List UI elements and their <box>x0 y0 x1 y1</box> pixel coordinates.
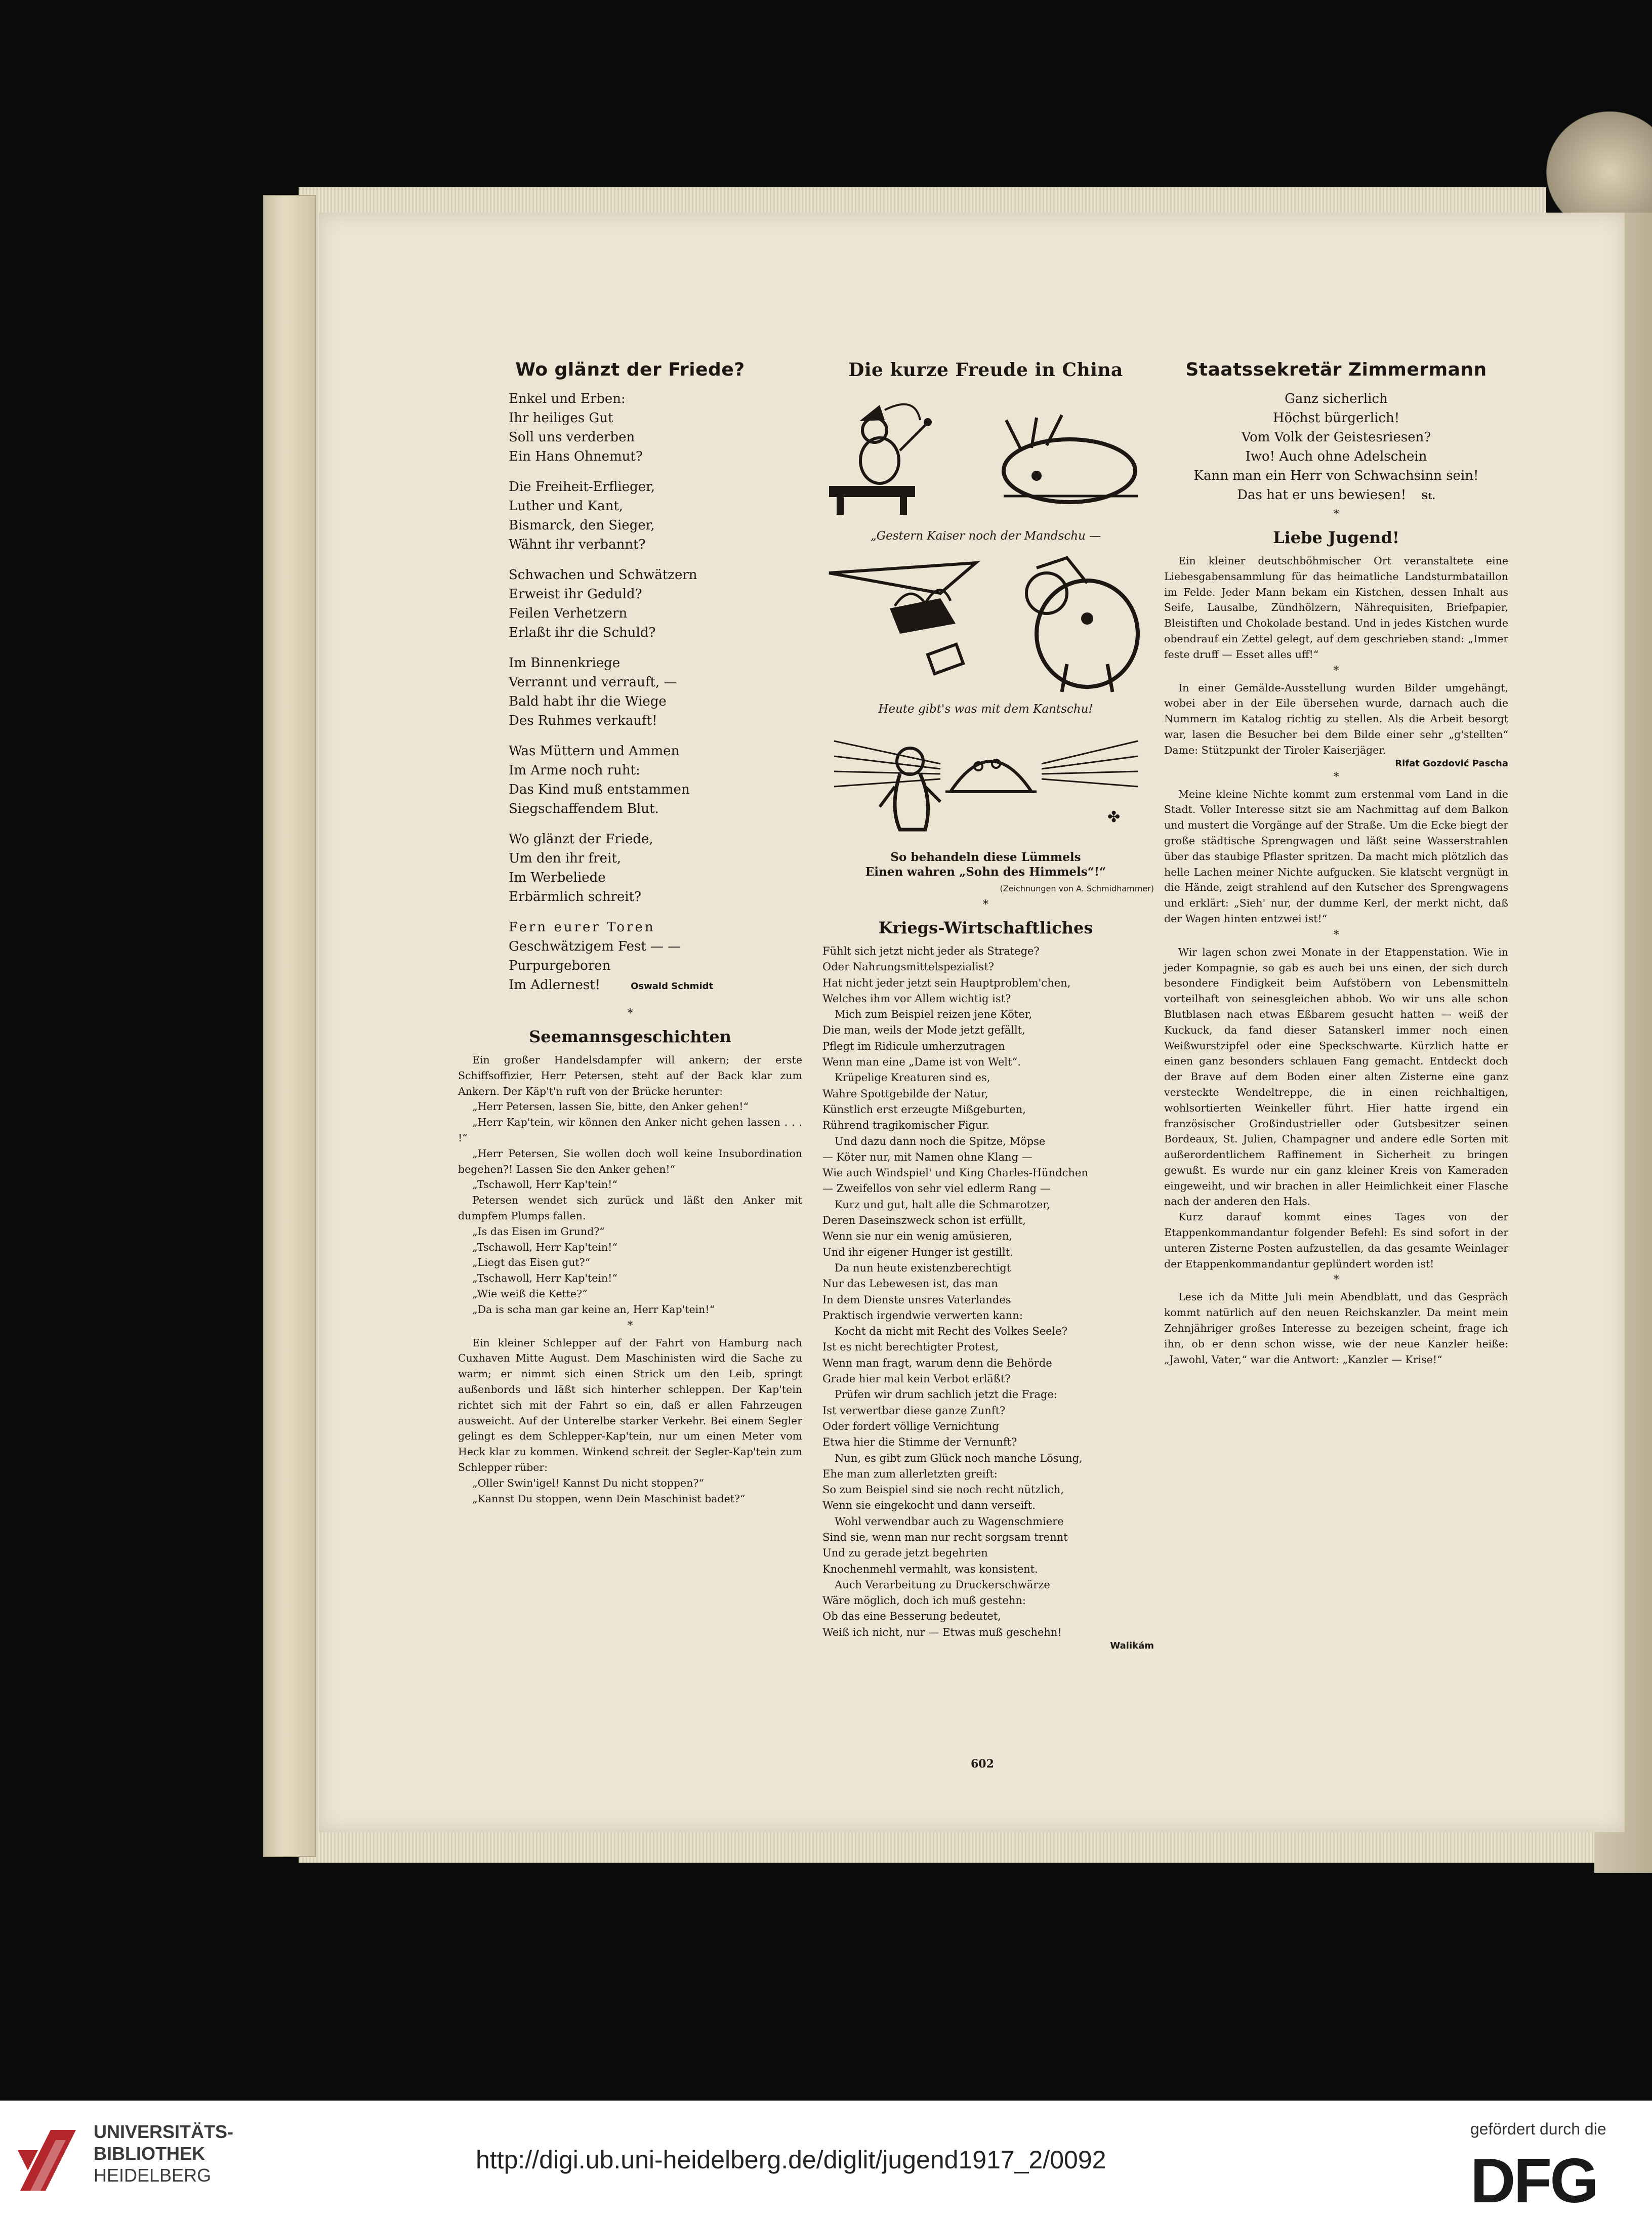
paragraph: Lese ich da Mitte Juli mein Abendblatt, und das Gespräch kommt natürlich auf den neuen Reichskanzler. Da meint mein Zehnjähriger großes Interesse zu bezeigen scheint, frage ich ihn, ob er denn schon wisse, wie der neue Kanzler heiße: „Jawohl, Vater,“ war die Antwort: „Kanzler — Krise!“ <box>1164 1291 1508 1366</box>
anecdote-1 <box>1164 553 1508 663</box>
paragraph: Petersen wendet sich zurück und läßt den Anker mit dumpfem Plumps fallen. <box>458 1194 802 1222</box>
verse-line: Wenn man eine „Dame ist von Welt“. <box>822 1056 1021 1069</box>
separator-star: * <box>1333 508 1339 521</box>
verse-line: Wenn sie nur ein wenig amüsieren, <box>822 1230 1013 1243</box>
verse-line: Grade hier mal kein Verbot erläßt? <box>822 1373 1011 1385</box>
cartoon-emperor-illustration <box>824 390 1148 526</box>
cartoon-caption-3a: So behandeln diese Lümmels <box>890 850 1081 864</box>
verse-line: Ein Hans Ohnemut? <box>509 449 643 464</box>
verse-line: Im Werbeliede <box>509 870 606 885</box>
verse-line: Fern eurer Toren <box>509 920 655 935</box>
cartoon-title: Die kurze Freude in China <box>848 359 1123 381</box>
cartoon-caption-1: „Gestern Kaiser noch der Mandschu — <box>870 529 1101 543</box>
story-one <box>458 1052 802 1318</box>
verse-line: Und zu gerade jetzt begehrten <box>822 1547 988 1559</box>
verse-line: Vom Volk der Geistesriesen? <box>1241 430 1431 445</box>
verse-line: Des Ruhmes verkauft! <box>509 713 657 728</box>
verse-line: Wenn sie eingekocht und dann verseift. <box>822 1499 1036 1512</box>
verse-line: Mich zum Beispiel reizen jene Köter, <box>835 1008 1032 1021</box>
page-curl <box>1546 111 1652 213</box>
verse-line: In dem Dienste unsres Vaterlandes <box>822 1293 1011 1306</box>
zimmermann-title: Staatssekretär Zimmermann <box>1185 359 1487 380</box>
section-title: Liebe Jugend! <box>1273 528 1399 547</box>
verse-line: Wo glänzt der Friede, <box>509 832 653 847</box>
verse-line: Enkel und Erben: <box>509 391 626 406</box>
cartoon-caption-3b: Einen wahren „Sohn des Himmels“!“ <box>865 865 1106 879</box>
verse-line: Iwo! Auch ohne Adelschein <box>1245 449 1427 464</box>
cartoon-sun-illustration <box>824 721 1148 847</box>
anecdote-4 <box>1164 944 1508 1272</box>
verse-line: Wahre Spottgebilde der Natur, <box>822 1087 988 1100</box>
verse-line: Oder Nahrungsmittelspezialist? <box>822 961 995 973</box>
poem-stanzas <box>458 389 802 907</box>
paragraph: Ein kleiner deutschböhmischer Ort veranstaltete eine Liebesgabensammlung für das heimatliche Landsturmbataillon im Felde. Jeder Mann bekam ein Kistchen, dessen Inhalt aus Seife, Lausalbe, Zündhölzern, Nährequisiten, Briefpapier, Bleistiften und Chokolade bestand. Und in jedes Kistchen wurde obendrauf ein Zettel gelegt, auf dem geschrieben stand: „Immer feste druff — Esset alles uff!“ <box>1164 555 1508 661</box>
verse-line: Künstlich erst erzeugte Mißgeburten, <box>822 1103 1026 1116</box>
verse-line: Erweist ihr Geduld? <box>509 587 642 602</box>
verse-line: Praktisch irgendwie verwerten kann: <box>822 1309 1023 1322</box>
verse-line: Schwachen und Schwätzern <box>509 567 697 583</box>
verse-line: Sind sie, wenn man nur recht sorgsam trennt <box>822 1531 1068 1543</box>
anecdote-3 <box>1164 787 1508 927</box>
paragraph: Ein kleiner Schlepper auf der Fahrt von Hamburg nach Cuxhaven Mitte August. Dem Maschinisten wird die Sache zu warm; er nimmt sich einen Strick um den Leib, springt außenbords und läßt sich hinterher schleppen. Der Kap'tein richtet sich mit der Fahrt so ein, daß er allen Fahrzeugen ausweicht. Auf der Unterelbe starker Verkehr. Bei einem Segler gelingt es dem Schlepper-Kap'tein, nur um einen Meter vom Heck klar zu kommen. Winkend schreit der Segler-Kap'tein zum Schlepper rüber: <box>458 1336 802 1473</box>
verse-line: So zum Beispiel sind sie noch recht nützlich, <box>822 1484 1064 1496</box>
story-two <box>458 1335 802 1507</box>
verse-line: Rührend tragikomischer Figur. <box>822 1119 989 1132</box>
poem-last-stanza <box>509 918 802 996</box>
paragraph: „Herr Petersen, lassen Sie, bitte, den Anker gehen!“ <box>472 1100 749 1113</box>
verse-line: Oder fordert völlige Vernichtung <box>822 1420 999 1432</box>
paragraph: „Tschawoll, Herr Kap'tein!“ <box>472 1272 617 1285</box>
permalink-url[interactable]: http://digi.ub.uni-heidelberg.de/diglit/jugend1917_2/0092 <box>476 2146 1106 2174</box>
verse-line: Feilen Verhetzern <box>509 606 628 621</box>
poem-stanza <box>509 653 802 730</box>
cartoon-punishment-illustration <box>824 548 1148 700</box>
anecdote-5 <box>1164 1289 1508 1367</box>
poem-stanza <box>509 565 802 642</box>
verse-line: Auch Verarbeitung zu Druckerschwärze <box>835 1578 1050 1591</box>
verse-line: Ist verwertbar diese ganze Zunft? <box>822 1404 1006 1417</box>
verse-line: Höchst bürgerlich! <box>1272 410 1400 426</box>
paragraph: Wir lagen schon zwei Monate in der Etappenstation. Wie in jeder Kompagnie, so gab es auch bei uns einen, der sich durch besondere Findigkeit beim Aufstöbern von Lebensmitteln vorteilhaft von seinesgleichen abhob. Wo wir uns alle schon Blutblasen nach etwas Eßbarem gesucht hatten — weiß der Kuckuck, da fand dieser Satanskerl immer noch einen Weißwurstzipfel oder eine Speckschwarte. Kürzlich hatte er einen ganz besonders schlauen Fang gemacht. Entdeckt doch der Brave auf dem Boden einer alten Zisterne eine ganz versteckte Wendeltreppe, die in einen reichhaltigen, wohlsortierten Weinkeller führt. Hier hatte irgend ein französischer Großindustrieller oder Gutsbesitzer seinen Bordeaux, St. Julien, Champagner und andere edle Sorten mit außerordentlichem Raffinement in Sicherheit zu bringen gewußt. Es wurde nur ein ganz kleiner Kreis von Kameraden eingeweiht, und wir brachen in aller Heimlichkeit einer Flasche nach der anderen den Hals. <box>1164 946 1508 1208</box>
verse-line: Wenn man fragt, warum denn die Behörde <box>822 1357 1052 1369</box>
separator-star: * <box>627 1007 633 1020</box>
verse-line: Etwa hier die Stimme der Vernunft? <box>822 1436 1017 1449</box>
paragraph: „Kannst Du stoppen, wenn Dein Maschinist badet?“ <box>472 1492 746 1505</box>
verse-line: Siegschaffendem Blut. <box>509 801 659 816</box>
verse-line: Welches ihm vor Allem wichtig ist? <box>822 992 1011 1005</box>
svg-text:✤: ✤ <box>1107 808 1120 826</box>
verse-line <box>509 975 802 996</box>
verse-line: Verrannt und verrauft, — <box>509 675 677 690</box>
separator-star: * <box>1333 770 1339 784</box>
verse-line: Wie auch Windspiel' und King Charles-Hündchen <box>822 1167 1088 1179</box>
poem-stanza <box>509 477 802 554</box>
verse-line: Weiß ich nicht, nur — Etwas muß geschehn! <box>822 1626 1062 1638</box>
verse-line: Kann man ein Herr von Schwachsinn sein! <box>1193 468 1479 483</box>
verse-line: Erbärmlich schreit? <box>509 889 642 905</box>
library-name-line: BIBLIOTHEK <box>94 2143 205 2164</box>
verse-line: Nun, es gibt zum Glück noch manche Lösung, <box>835 1452 1083 1464</box>
viewer-footer <box>0 2101 1652 2218</box>
poem-stanza <box>509 389 802 466</box>
paragraph: Ein großer Handelsdampfer will ankern; der erste Schiffsoffizier, Herr Petersen, steht auf der Back klar zum Ankern. Der Käp't'n ruft von der Brücke herunter: <box>458 1054 802 1097</box>
verse-line: Erlaßt ihr die Schuld? <box>509 625 656 640</box>
separator-star: * <box>983 898 988 911</box>
cartoon-caption-2: Heute gibt's was mit dem Kantschu! <box>878 703 1093 716</box>
war-economy-verse <box>817 943 1154 1640</box>
anecdote-2 <box>1164 680 1508 758</box>
poem-stanza <box>509 742 802 818</box>
funding-caption: gefördert durch die <box>1470 2120 1606 2138</box>
verse-line: Und dazu dann noch die Spitze, Möpse <box>835 1135 1046 1147</box>
separator-star: * <box>1333 1274 1339 1287</box>
verse-author: Walikám <box>1110 1640 1154 1652</box>
paragraph: „Herr Petersen, Sie wollen doch woll keine Insubordination begehen?! Lassen Sie den Anker gehen!“ <box>458 1147 802 1175</box>
verse-line: Die Freiheit-Erflieger, <box>509 479 655 495</box>
poem-stanza <box>509 830 802 907</box>
verse-line: Da nun heute existenzberechtigt <box>835 1261 1011 1274</box>
separator-star: * <box>1333 928 1339 941</box>
verse-line: Wähnt ihr verbannt? <box>509 537 646 552</box>
verse-line: Ganz sicherlich <box>1285 391 1388 406</box>
verse-line: Luther und Kant, <box>509 499 624 514</box>
middle-column <box>817 359 1154 1651</box>
paragraph: „Liegt das Eisen gut?“ <box>472 1256 591 1269</box>
verse-line: Das hat er uns bewiesen! St. <box>1237 487 1435 503</box>
verse-text: Im Adlernest! <box>509 977 601 993</box>
library-name[interactable] <box>94 2121 233 2186</box>
verse-line: Wohl verwendbar auch zu Wagenschmiere <box>835 1515 1064 1528</box>
poem-author: Oswald Schmidt <box>631 981 714 992</box>
zimmermann-poem <box>1164 389 1508 506</box>
verse-line: Kocht da nicht mit Recht des Volkes Seele? <box>835 1325 1068 1338</box>
paragraph: „Da is scha man gar keine an, Herr Kap'tein!“ <box>472 1303 715 1316</box>
illustration-credit: (Zeichnungen von A. Schmidhammer) <box>1000 884 1154 893</box>
verse-line: Ist es nicht berechtigter Protest, <box>822 1341 999 1353</box>
poem-signature: St. <box>1421 491 1435 502</box>
verse-line: Das Kind muß entstammen <box>509 782 690 797</box>
verse-line: Ob das eine Besserung bedeutet, <box>822 1610 1001 1623</box>
verse-line: Pflegt im Ridicule umherzutragen <box>822 1040 1005 1052</box>
verse-line: Was Müttern und Ammen <box>509 744 680 759</box>
verse-line: Ihr heiliges Gut <box>509 410 613 426</box>
paragraph: „Tschawoll, Herr Kap'tein!“ <box>472 1241 617 1253</box>
anecdote-2-author: Rifat Gozdović Pascha <box>1395 758 1508 769</box>
verse-line: Nur das Lebewesen ist, das man <box>822 1278 998 1290</box>
paragraph: „Wie weiß die Kette?“ <box>472 1287 588 1300</box>
verse-line: Prüfen wir drum sachlich jetzt die Frage: <box>835 1388 1057 1401</box>
verse-line: Hat nicht jeder jetzt sein Hauptproblem'chen, <box>822 976 1071 989</box>
verse-line: Ehe man zum allerletzten greift: <box>822 1467 998 1480</box>
verse-line: Deren Daseinszweck schon ist erfüllt, <box>822 1214 1026 1227</box>
separator-star: * <box>1333 664 1339 677</box>
page-number: 602 <box>971 1757 994 1771</box>
section-title: Kriegs-Wirtschaftliches <box>878 918 1093 937</box>
verse-line: Kurz und gut, halt alle die Schmarotzer, <box>835 1198 1050 1211</box>
paragraph: In einer Gemälde-Ausstellung wurden Bilder umgehängt, wobei aber in der Eile übersehen wurde, darnach auch die Nummern im Katalog richtig zu stellen. Als die Arbeit besorgt war, lasen die Besucher bei dem Bilde einer sehr „g'stellten“ Dame: Stützpunkt der Tiroler Kaiserjäger. <box>1164 681 1508 756</box>
verse-line: Im Arme noch ruht: <box>509 763 640 778</box>
right-column <box>1164 359 1508 1367</box>
verse-line: — Zweifellos von sehr viel edlerm Rang — <box>822 1182 1051 1195</box>
verse-line: Knochenmehl vermahlt, was konsistent. <box>822 1563 1038 1575</box>
verse-line: Bald habt ihr die Wiege <box>509 694 667 709</box>
book-binding-edge <box>263 195 316 1857</box>
university-library-logo[interactable] <box>15 2120 81 2196</box>
verse-line: — Köter nur, mit Namen ohne Klang — <box>822 1151 1032 1163</box>
paragraph: „Tschawoll, Herr Kap'tein!“ <box>472 1178 617 1191</box>
verse-line: Bismarck, den Sieger, <box>509 518 655 533</box>
library-name-line: HEIDELBERG <box>94 2165 212 2186</box>
paragraph: „Herr Kap'tein, wir können den Anker nicht gehen lassen . . . !“ <box>458 1116 802 1144</box>
verse-line: Um den ihr freit, <box>509 851 622 866</box>
verse-line: Im Binnenkriege <box>509 655 621 671</box>
paragraph: Meine kleine Nichte kommt zum erstenmal vom Land in die Stadt. Voller Interesse sitzt sie am Nachmittag auf dem Balkon und mustert die Vorgänge auf der Straße. Um die Ecke biegt der große städtische Sprengwagen und läßt seine Wasserstrahlen über das staubige Pflaster spritzen. Da macht mich plötzlich das helle Lachen meiner Nichte aufgucken. Sie klatscht vergnügt in die Hände, zeigt strahlend auf den Kutscher des Sprengwagens und erklärt: „Sieh' nur, der dumme Kerl, der merkt nicht, daß der Wagen hinten entzwei ist!“ <box>1164 788 1508 925</box>
section-title: Seemannsgeschichten <box>529 1027 731 1046</box>
dfg-logo[interactable]: DFG <box>1470 2146 1597 2216</box>
paragraph: „Oller Swin'igel! Kannst Du nicht stoppen?“ <box>472 1476 704 1489</box>
verse-line: Geschwätzigem Fest — — <box>509 939 681 954</box>
paragraph: Kurz darauf kommt eines Tages von der Etappenkommandantur folgender Befehl: Es sind sofort in der unteren Zisterne Posten aufzustellen, da das gesamte Weinlager der Etappenkommandantur geplündert worden ist! <box>1164 1211 1508 1270</box>
verse-line: Wäre möglich, doch ich muß gestehn: <box>822 1594 1026 1607</box>
verse-line: Fühlt sich jetzt nicht jeder als Stratege? <box>822 945 1040 957</box>
verse-line: Krüpelige Kreaturen sind es, <box>835 1072 990 1084</box>
paragraph: „Is das Eisen im Grund?“ <box>472 1225 605 1238</box>
verse-line: Die man, weils der Mode jetzt gefällt, <box>822 1024 1025 1037</box>
verse-line: Und ihr eigener Hunger ist gestillt. <box>822 1246 1013 1258</box>
left-column <box>458 359 802 1506</box>
library-name-line: UNIVERSITÄTS- <box>94 2121 234 2142</box>
separator-star: * <box>627 1319 633 1332</box>
verse-line: Soll uns verderben <box>509 430 635 445</box>
verse-line: Purpurgeboren <box>509 958 611 973</box>
poem-title: Wo glänzt der Friede? <box>515 359 745 380</box>
